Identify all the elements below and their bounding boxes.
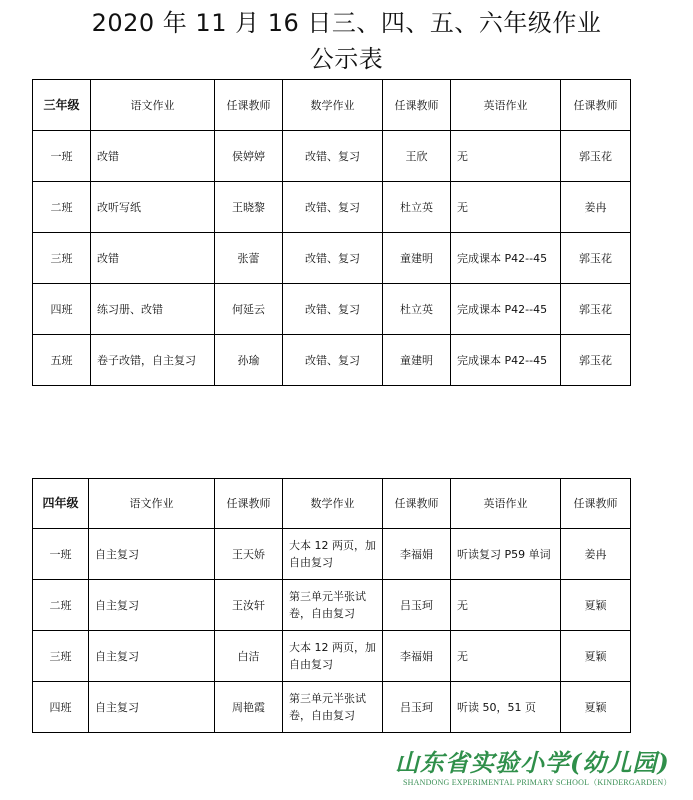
teacher-cell: 何延云 [215,284,283,335]
teacher-cell: 李福娟 [383,631,451,682]
teacher-cell: 王汝轩 [215,580,283,631]
grade-3-homework-table [32,79,631,386]
math-homework-cell: 改错、复习 [283,182,383,233]
school-logo-english: SHANDONG EXPERIMENTAL PRIMARY SCHOOL（KINDERGARDEN） [403,778,672,787]
column-header: 任课教师 [383,80,451,131]
class-cell: 三班 [33,233,91,284]
column-header: 语文作业 [89,479,215,529]
teacher-cell: 姜冉 [561,182,631,233]
school-logo-chinese: 山东省实验小学(幼儿园) [395,748,670,777]
chinese-homework-cell: 练习册、改错 [91,284,215,335]
math-homework-cell: 改错、复习 [283,233,383,284]
teacher-cell: 周艳霞 [215,682,283,733]
table-row [33,233,631,284]
teacher-cell: 童建明 [383,233,451,284]
grade-label: 三年级 [33,80,91,131]
english-homework-cell: 无 [451,580,561,631]
class-cell: 四班 [33,284,91,335]
grade-4-homework-table [32,478,631,733]
math-homework-cell: 改错、复习 [283,335,383,386]
table-header-row [33,80,631,131]
class-cell: 二班 [33,182,91,233]
chinese-homework-cell: 自主复习 [89,682,215,733]
teacher-cell: 王欣 [383,131,451,182]
class-cell: 四班 [33,682,89,733]
math-homework-cell: 大本 12 两页，加自由复习 [283,631,383,682]
teacher-cell: 姜冉 [561,529,631,580]
column-header: 英语作业 [451,80,561,131]
teacher-cell: 孙瑜 [215,335,283,386]
table-row [33,529,631,580]
table-row [33,131,631,182]
chinese-homework-cell: 卷子改错，自主复习 [91,335,215,386]
teacher-cell: 夏颖 [561,580,631,631]
teacher-cell: 郭玉花 [561,233,631,284]
class-cell: 五班 [33,335,91,386]
column-header: 语文作业 [91,80,215,131]
teacher-cell: 侯婷婷 [215,131,283,182]
table-row [33,284,631,335]
english-homework-cell: 完成课本 P42--45 [451,233,561,284]
teacher-cell: 郭玉花 [561,284,631,335]
chinese-homework-cell: 改听写纸 [91,182,215,233]
column-header: 数学作业 [283,80,383,131]
table-header-row [33,479,631,529]
teacher-cell: 杜立英 [383,182,451,233]
chinese-homework-cell: 改错 [91,131,215,182]
teacher-cell: 夏颖 [561,682,631,733]
column-header: 任课教师 [215,479,283,529]
english-homework-cell: 完成课本 P42--45 [451,335,561,386]
chinese-homework-cell: 自主复习 [89,529,215,580]
document-subtitle: 公示表 [309,45,384,73]
math-homework-cell: 大本 12 两页，加自由复习 [283,529,383,580]
column-header: 数学作业 [283,479,383,529]
column-header: 任课教师 [561,80,631,131]
table-row [33,682,631,733]
teacher-cell: 李福娟 [383,529,451,580]
teacher-cell: 郭玉花 [561,131,631,182]
class-cell: 一班 [33,131,91,182]
teacher-cell: 王天娇 [215,529,283,580]
math-homework-cell: 改错、复习 [283,131,383,182]
teacher-cell: 郭玉花 [561,335,631,386]
math-homework-cell: 第三单元半张试卷，自由复习 [283,682,383,733]
document-title: 2020 年 11 月 16 日三、四、五、六年级作业 [91,9,602,37]
column-header: 英语作业 [451,479,561,529]
teacher-cell: 白洁 [215,631,283,682]
teacher-cell: 王晓黎 [215,182,283,233]
chinese-homework-cell: 自主复习 [89,631,215,682]
teacher-cell: 吕玉珂 [383,580,451,631]
teacher-cell: 吕玉珂 [383,682,451,733]
math-homework-cell: 改错、复习 [283,284,383,335]
english-homework-cell: 无 [451,631,561,682]
class-cell: 二班 [33,580,89,631]
english-homework-cell: 听读 50，51 页 [451,682,561,733]
table-row [33,182,631,233]
column-header: 任课教师 [215,80,283,131]
column-header: 任课教师 [383,479,451,529]
grade-label: 四年级 [33,479,89,529]
chinese-homework-cell: 改错 [91,233,215,284]
column-header: 任课教师 [561,479,631,529]
english-homework-cell: 完成课本 P42--45 [451,284,561,335]
teacher-cell: 张蕾 [215,233,283,284]
english-homework-cell: 无 [451,182,561,233]
english-homework-cell: 听读复习 P59 单词 [451,529,561,580]
table-row [33,631,631,682]
school-logo [395,748,685,788]
teacher-cell: 杜立英 [383,284,451,335]
class-cell: 一班 [33,529,89,580]
class-cell: 三班 [33,631,89,682]
table-row [33,580,631,631]
table-row [33,335,631,386]
chinese-homework-cell: 自主复习 [89,580,215,631]
teacher-cell: 童建明 [383,335,451,386]
math-homework-cell: 第三单元半张试卷，自由复习 [283,580,383,631]
english-homework-cell: 无 [451,131,561,182]
teacher-cell: 夏颖 [561,631,631,682]
